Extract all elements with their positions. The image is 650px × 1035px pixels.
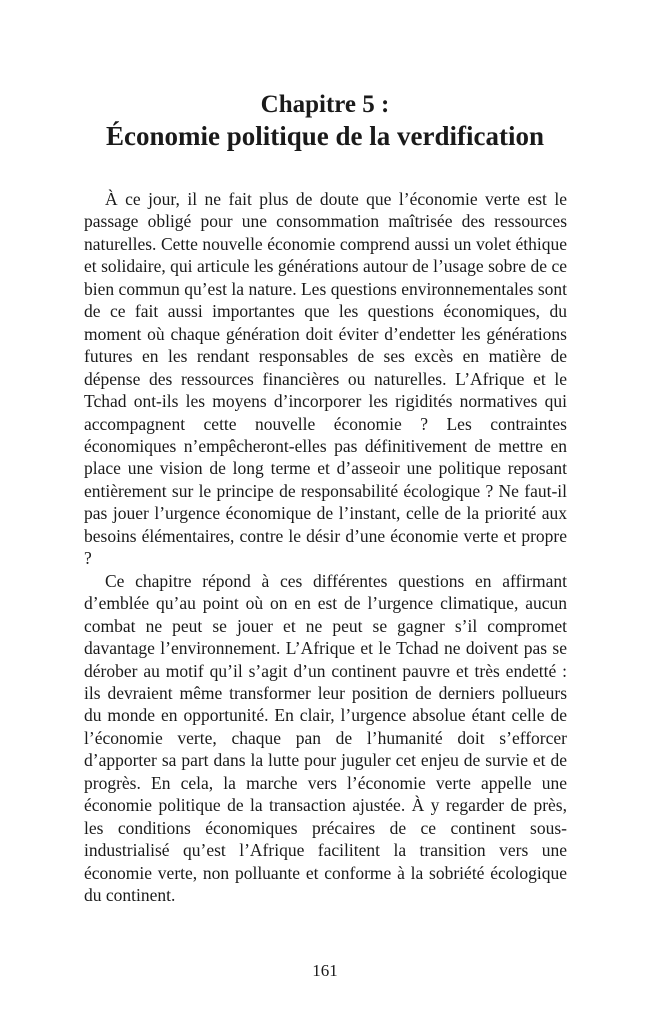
page-number: 161	[312, 961, 338, 980]
paragraph-2: Ce chapitre répond à ces différentes questions en affirmant d’emblée qu’au point où on en est de l’urgence climatique, aucun combat ne peut se jouer et ne peut se gagner s’il compromet davantage l’environnement. L’Afrique et le Tchad ne doivent pas se dérober au motif qu’il s’agit d’un continent pauvre et très endetté : ils devraient même transformer leur position de derniers pollueurs du monde en opportunité. En clair, l’urgence absolue étant celle de l’économie verte, chaque pan de l’humanité doit s’efforcer d’apporter sa part dans la lutte pour juguler cet enjeu de survie et de progrès. En cela, la marche vers l’économie verte appelle une économie politique de la transaction ajustée. À y regarder de près, les conditions économiques précaires de ce continent sous-industrialisé qu’est l’Afrique facilitent la transition vers une économie verte, non polluante et conforme à la sobriété écologique du continent.	[84, 570, 567, 906]
chapter-label: Chapitre 5 :	[260, 91, 390, 118]
paragraph-1: À ce jour, il ne fait plus de doute que l’économie verte est le passage obligé pour une consommation maîtrisée des ressources naturelles. Cette nouvelle économie comprend aussi un volet éthique et solidaire, qui articule les générations autour de l’usage sobre de ce bien commun qu’est la nature. Les questions environnementales sont de ce fait aussi importantes que les questions économiques, du moment où chaque génération doit éviter d’endetter les générations futures en les rendant responsables de ses excès en matière de dépense des ressources financières ou naturelles. L’Afrique et le Tchad ont-ils les moyens d’incorporer les rigidités normatives qui accompagnent cette nouvelle économie ? Les contraintes économiques n’empêcheront-elles pas définitivement de mettre en place une vision de long terme et d’asseoir une politique reposant entièrement sur le principe de responsabilité écologique ? Ne faut-il pas jouer l’urgence économique de l’instant, celle de la priorité aux besoins élémentaires, contre le désir d’une économie verte et propre ?	[84, 189, 567, 569]
chapter-body	[84, 188, 567, 907]
chapter-title: Économie politique de la verdification	[106, 121, 544, 151]
